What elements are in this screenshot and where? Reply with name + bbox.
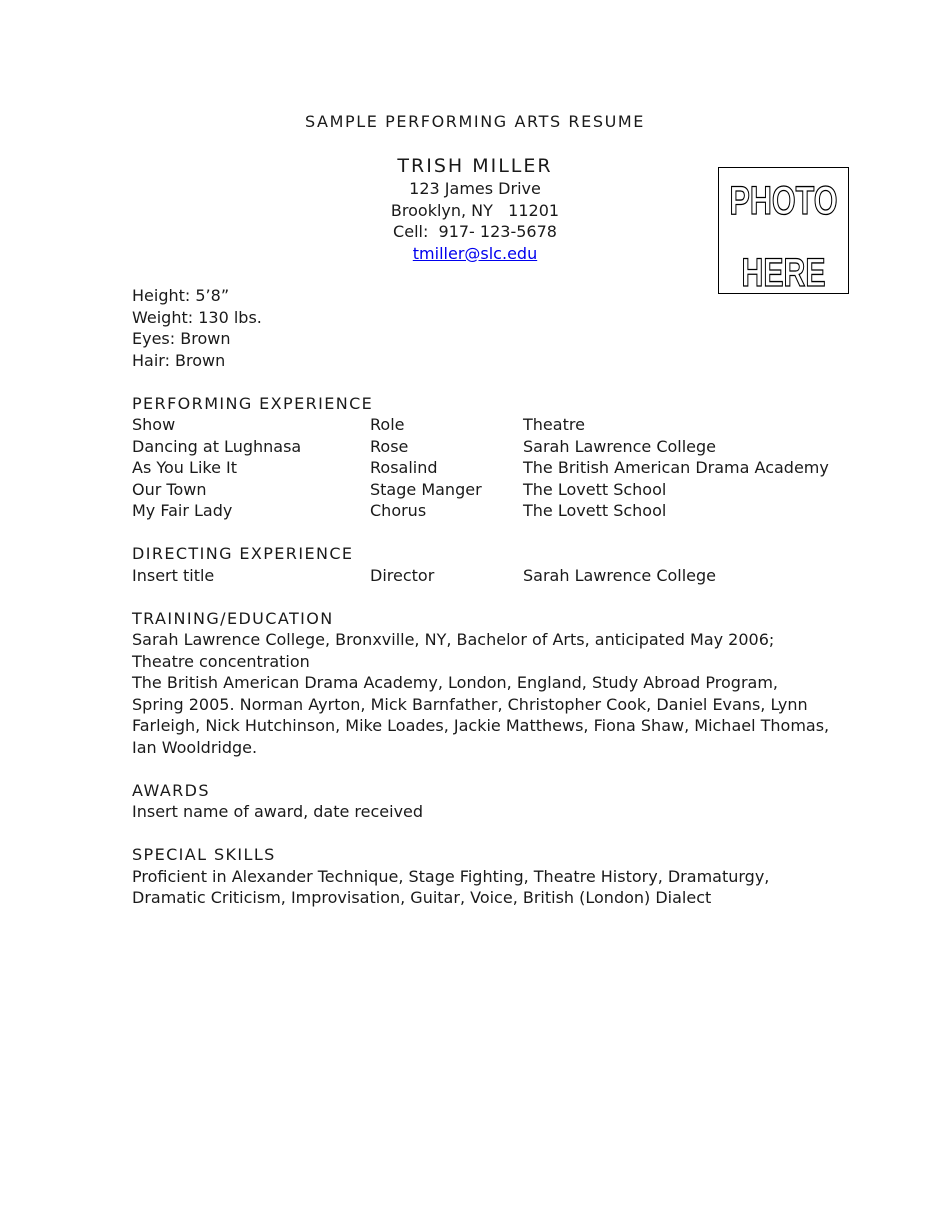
- theatre-cell: Sarah Lawrence College: [523, 436, 717, 456]
- show-cell: As You Like It: [132, 458, 238, 477]
- column-header-role: Role: [370, 415, 405, 434]
- awards-heading: AWARDS: [132, 780, 210, 800]
- role-cell: Chorus: [370, 501, 427, 520]
- physical-stats: [132, 285, 832, 371]
- directing-section: [132, 543, 832, 586]
- photo-placeholder-line1: PHOTO: [729, 179, 838, 223]
- awards-text: Insert name of award, date received: [132, 802, 424, 821]
- role-cell: Director: [370, 565, 435, 585]
- column-header-theatre: Theatre: [523, 415, 585, 434]
- show-cell: My Fair Lady: [132, 501, 233, 520]
- email-link[interactable]: tmiller@slc.edu: [412, 243, 538, 263]
- stat-hair: Hair: Brown: [132, 350, 226, 370]
- performing-row: [132, 436, 832, 458]
- skills-section: [132, 844, 832, 909]
- column-header-show: Show: [132, 415, 176, 434]
- photo-placeholder-graphic: [719, 168, 848, 293]
- training-heading: TRAINING/EDUCATION: [132, 608, 334, 628]
- title-cell: Insert title: [132, 565, 215, 585]
- performing-section: [132, 393, 832, 522]
- role-cell: Rosalind: [370, 458, 438, 477]
- candidate-name: TRISH MILLER: [397, 155, 553, 177]
- show-cell: Our Town: [132, 479, 207, 499]
- city-state-zip: Brooklyn, NY 11201: [390, 200, 560, 220]
- theatre-cell: The Lovett School: [523, 479, 667, 499]
- performing-row: [132, 500, 832, 522]
- cell-phone: Cell: 917- 123-5678: [393, 222, 557, 241]
- role-cell: Rose: [370, 436, 409, 456]
- resume-body: [132, 285, 832, 909]
- theatre-cell: Sarah Lawrence College: [523, 565, 717, 585]
- stat-height: Height: 5’8”: [132, 286, 230, 305]
- contact-block: [300, 154, 650, 264]
- directing-row: [132, 565, 832, 587]
- street-address: 123 James Drive: [409, 179, 541, 198]
- theatre-cell: The British American Drama Academy: [523, 458, 829, 477]
- training-entry-bada: The British American Drama Academy, London, England, Study Abroad Program, Spring 2005. Norman Ayrton, Mick Barnfather, Christopher Cook, Daniel Evans, Lynn Farleigh, Nick Hutchinson, Mike Loades, Jackie Matthews, Fiona Shaw, Michael Thomas, Ian Wooldridge.: [132, 673, 830, 757]
- awards-section: [132, 780, 832, 823]
- performing-row: [132, 457, 832, 479]
- performing-column-headers: [132, 414, 832, 436]
- show-cell: Dancing at Lughnasa: [132, 436, 302, 456]
- skills-heading: SPECIAL SKILLS: [132, 845, 276, 864]
- directing-heading: DIRECTING EXPERIENCE: [132, 544, 354, 563]
- stat-weight: Weight: 130 lbs.: [132, 307, 262, 327]
- document-title: SAMPLE PERFORMING ARTS RESUME: [304, 112, 646, 131]
- performing-heading: PERFORMING EXPERIENCE: [132, 393, 374, 413]
- stat-eyes: Eyes: Brown: [132, 329, 231, 348]
- role-cell: Stage Manger: [370, 479, 482, 499]
- training-entry-slc: Sarah Lawrence College, Bronxville, NY, Bachelor of Arts, anticipated May 2006; Theatre concentration: [132, 630, 775, 671]
- performing-row: [132, 479, 832, 501]
- photo-placeholder: [718, 167, 849, 294]
- theatre-cell: The Lovett School: [523, 501, 667, 520]
- photo-placeholder-line2: HERE: [741, 251, 826, 295]
- skills-text: Proficient in Alexander Technique, Stage Fighting, Theatre History, Dramaturgy, Dramatic Criticism, Improvisation, Guitar, Voice, British (London) Dialect: [132, 866, 770, 907]
- training-section: [132, 608, 832, 759]
